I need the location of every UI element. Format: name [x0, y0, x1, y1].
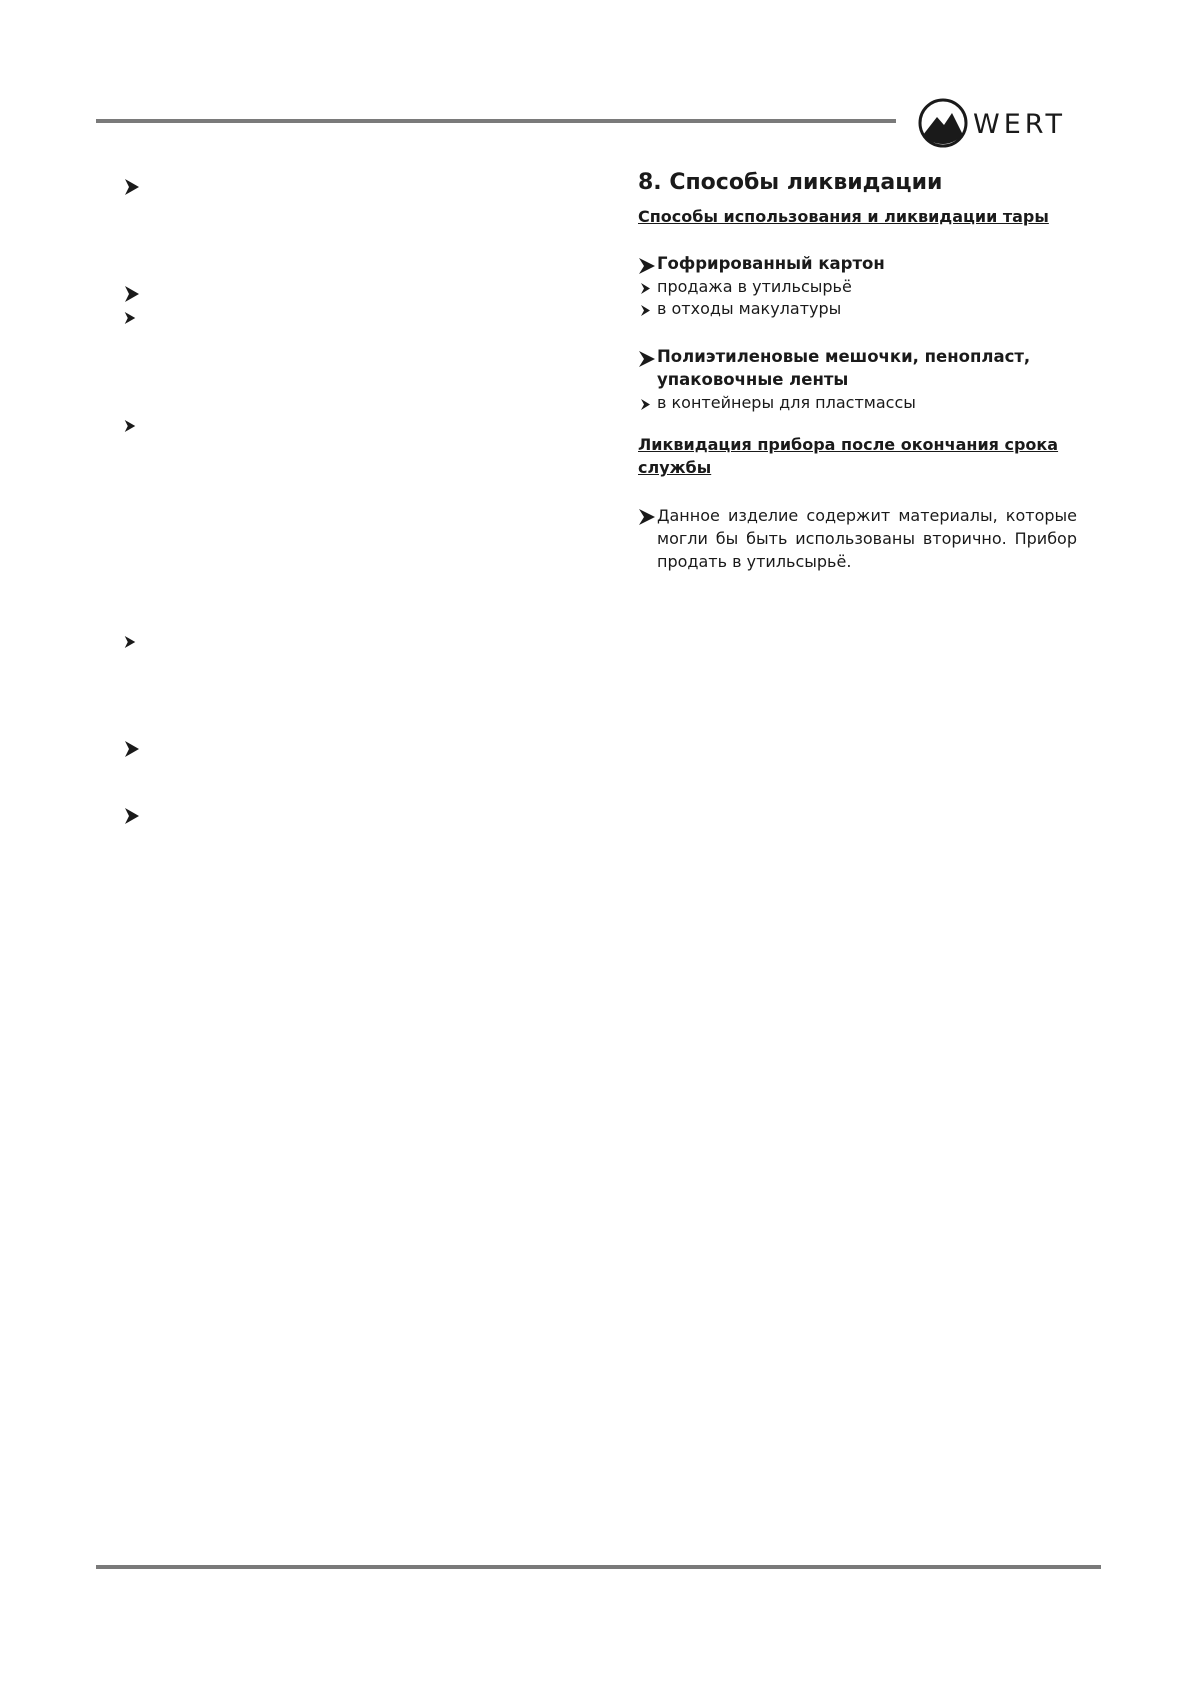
chevron-right-icon: [640, 304, 651, 317]
header-rule: [96, 119, 896, 123]
chevron-right-icon: [638, 257, 656, 275]
packaging-heading: Способы использования и ликвидации тары: [638, 207, 1049, 226]
chevron-right-icon: [124, 285, 140, 303]
list-item: в отходы макулатуры: [657, 299, 842, 318]
chevron-right-icon: [124, 311, 136, 325]
mountain-logo-icon: [917, 97, 1105, 149]
brand-wordmark: WERT: [973, 109, 1067, 140]
chevron-right-icon: [638, 350, 656, 368]
plastics-heading-line1: Полиэтиленовые мешочки, пенопласт,: [657, 347, 1031, 366]
disposal-heading-line1: Ликвидация прибора после окончания срока: [638, 435, 1059, 454]
brand-logo: [917, 97, 1105, 149]
chevron-right-icon: [124, 740, 140, 758]
chevron-right-icon: [124, 807, 140, 825]
plastics-heading-line2: упаковочные ленты: [657, 370, 849, 389]
list-item: продажа в утильсырьё: [657, 277, 852, 296]
chevron-right-icon: [640, 282, 651, 295]
section-title: 8. Способы ликвидации: [638, 170, 943, 195]
footer-rule: [96, 1565, 1101, 1569]
list-item: в контейнеры для пластмассы: [657, 393, 916, 412]
disposal-paragraph: Данное изделие содержит материалы, которые могли бы быть использованы вторично. Прибор продать в утильсырьё.: [657, 506, 1077, 571]
chevron-right-icon: [124, 178, 140, 196]
chevron-right-icon: [638, 508, 656, 526]
chevron-right-icon: [124, 419, 136, 433]
disposal-heading-line2: службы: [638, 458, 712, 477]
chevron-right-icon: [640, 398, 651, 411]
cardboard-heading: Гофрированный картон: [657, 254, 885, 273]
chevron-right-icon: [124, 635, 136, 649]
